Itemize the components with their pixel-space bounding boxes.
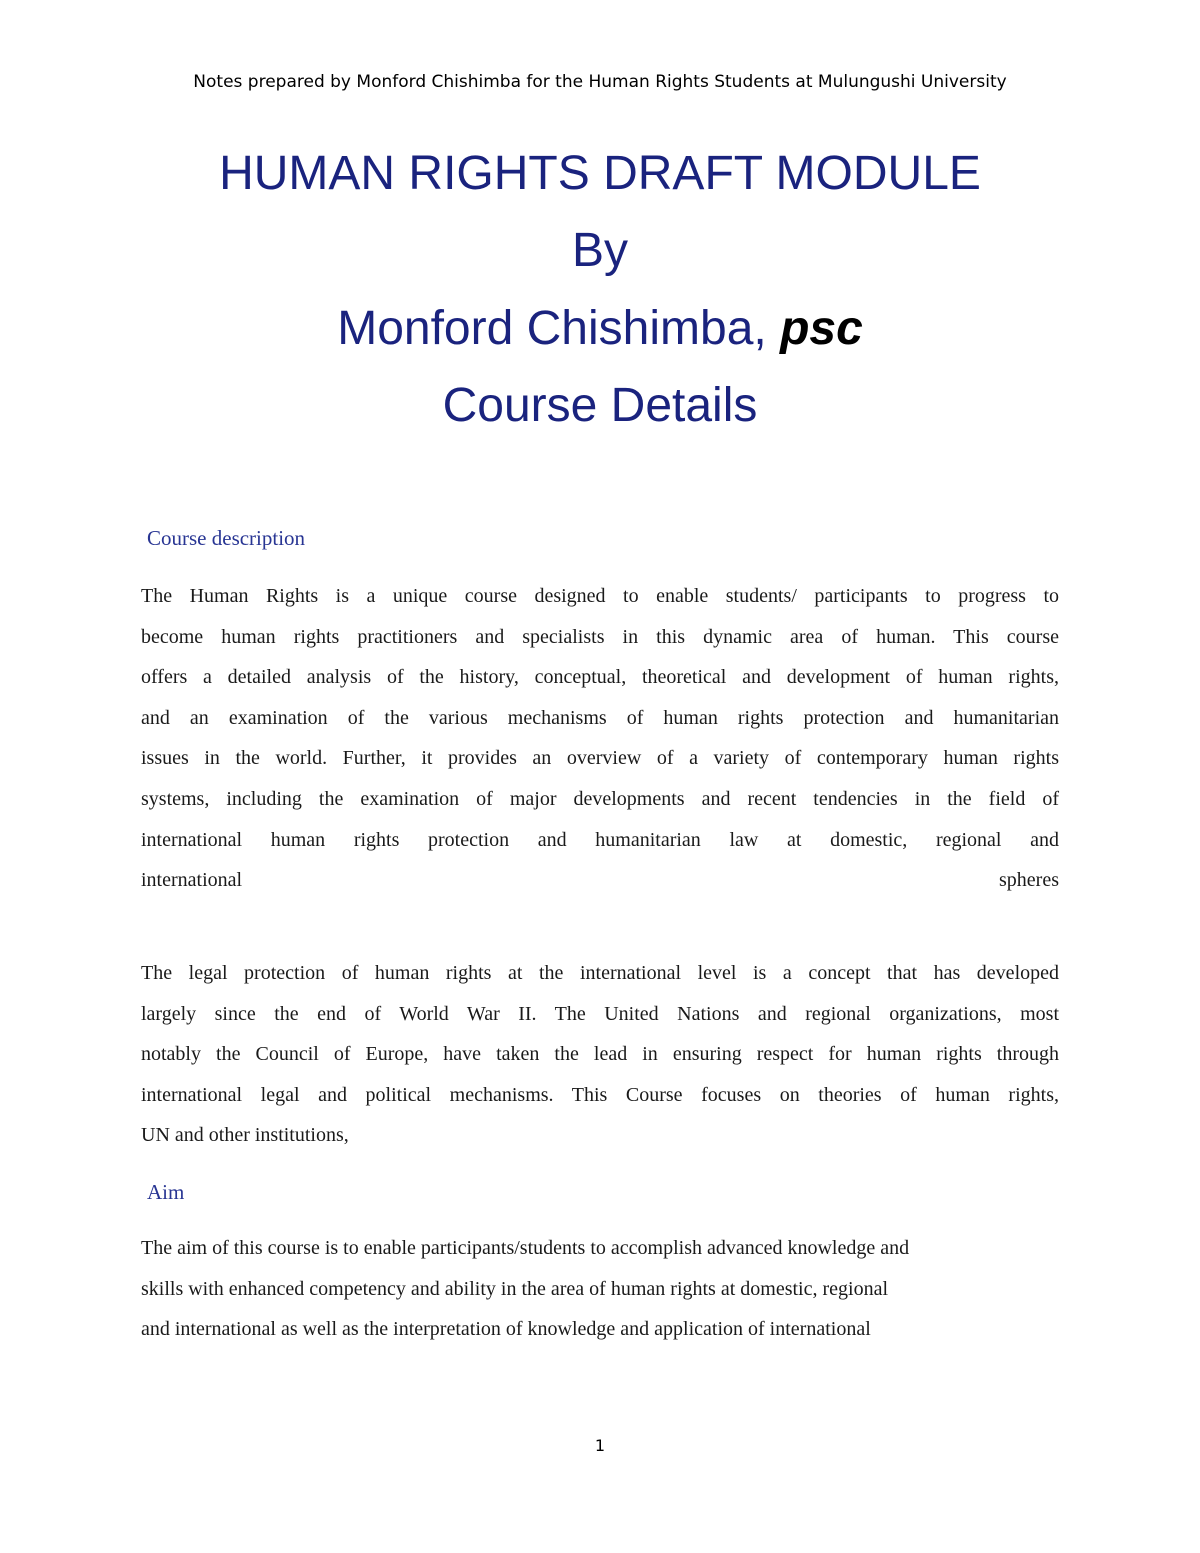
- paragraph-line: The Human Rights is a unique course designed to enable students/ participants to progress to: [141, 585, 1059, 607]
- paragraph-line: international legal and political mechanisms. This Course focuses on theories of human rights,: [141, 1083, 1059, 1106]
- paragraph-line: UN and other institutions,: [141, 1124, 349, 1147]
- paragraph-line: The aim of this course is to enable participants/students to accomplish advanced knowledge and: [141, 1237, 910, 1259]
- aim-paragraph: [141, 1228, 1059, 1350]
- author-name: Monford Chishimba,: [337, 302, 767, 355]
- course-details-title: Course Details: [442, 379, 758, 432]
- running-header: Notes prepared by Monford Chishimba for the Human Rights Students at Mulungushi University: [193, 72, 1007, 92]
- title-by: By: [571, 224, 628, 277]
- author-suffix: psc: [780, 302, 863, 355]
- paragraph-line: international human rights protection and humanitarian law at domestic, regional and: [141, 828, 1059, 851]
- course-description-paragraph-2: [141, 953, 1059, 1156]
- paragraph-line: issues in the world. Further, it provides an overview of a variety of contemporary human rights: [141, 747, 1059, 770]
- aim-heading: Aim: [147, 1180, 185, 1204]
- paragraph-line: and international as well as the interpretation of knowledge and application of international: [141, 1318, 871, 1341]
- page-number: 1: [594, 1436, 606, 1455]
- paragraph-line: largely since the end of World War II. The United Nations and regional organizations, most: [141, 1002, 1059, 1025]
- author-line: [0, 301, 1200, 357]
- paragraph-line: systems, including the examination of major developments and recent tendencies in the field of: [141, 787, 1059, 810]
- paragraph-line: and an examination of the various mechanisms of human rights protection and humanitarian: [141, 706, 1059, 729]
- paragraph-line: become human rights practitioners and specialists in this dynamic area of human. This course: [141, 625, 1059, 648]
- course-description-paragraph-1: [141, 576, 1059, 901]
- module-title: HUMAN RIGHTS DRAFT MODULE: [219, 147, 981, 200]
- course-description-heading: Course description: [147, 526, 306, 550]
- paragraph-line: offers a detailed analysis of the history, conceptual, theoretical and development of human rights,: [141, 666, 1059, 689]
- paragraph-line: The legal protection of human rights at the international level is a concept that has developed: [141, 962, 1059, 984]
- paragraph-line: international spheres: [141, 869, 1059, 892]
- paragraph-line: notably the Council of Europe, have taken the lead in ensuring respect for human rights through: [141, 1043, 1059, 1066]
- paragraph-line: skills with enhanced competency and ability in the area of human rights at domestic, regional: [141, 1277, 889, 1300]
